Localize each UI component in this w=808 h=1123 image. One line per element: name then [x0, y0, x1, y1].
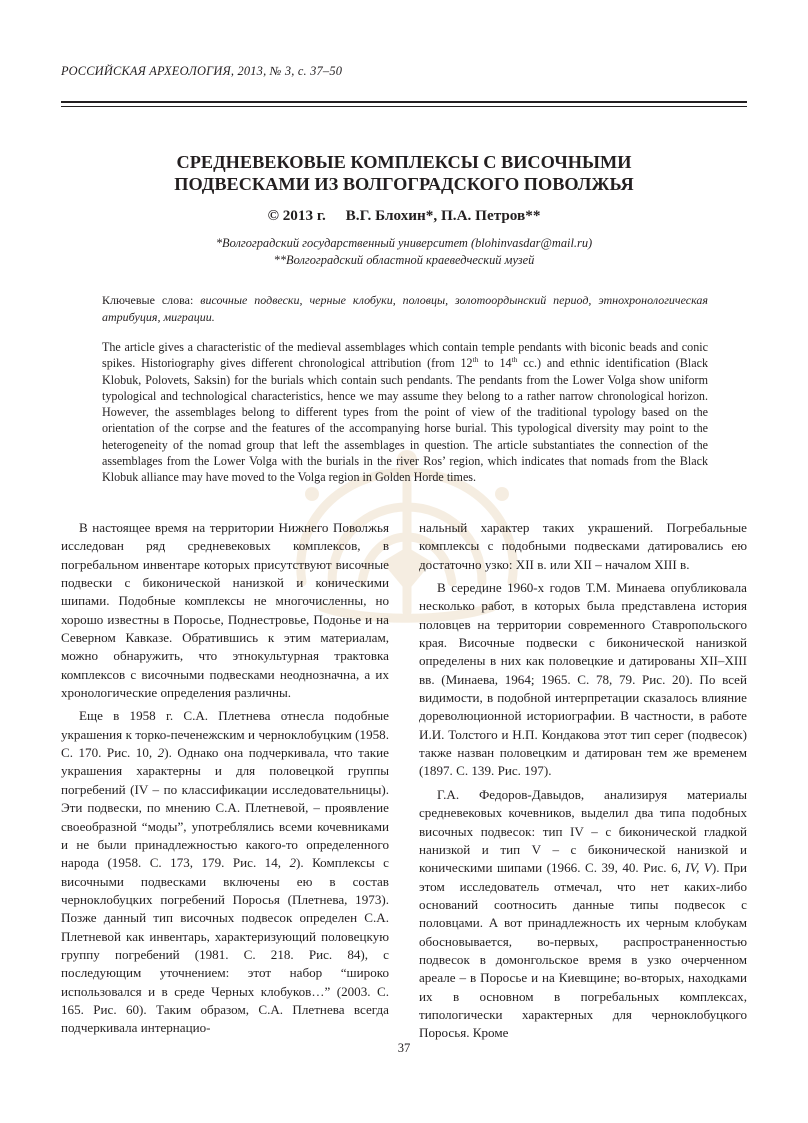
header-rule-thin — [61, 106, 747, 107]
abstract — [102, 339, 708, 486]
paragraph — [419, 786, 747, 1043]
abstract-text-3: cc.) and ethnic identification (Black Klobuk, Polovets, Saksin) for the burials which contain such pendants. The pendants from the Lower Volga show uniform typological and technological characteristics, hence we may assume they belong to a rather narrow chronological horizon. However, the assemblages belong to different types from the point of view of the traditional typology based on the orientation of the corpse and the features of the accompanying horse burial. This typological diversity may point to the heterogeneity of the nomad group that left the assemblages in question. The article substantiates the connection of the assemblages from the Lower Volga with the burials in the river Ros’ region, which indicates that nomads from the Black Klobuk alliance may have moved to the Volga region in Golden Horde times. — [102, 356, 708, 485]
paragraph-continued: нальный характер таких украшений. Погребальные комплексы с подобными подвесками датировались ею достаточно узко: XII в. или XII – началом XIII в. — [419, 520, 747, 572]
page-number: 37 — [397, 1041, 411, 1055]
paragraph-text: Г.А. Федоров-Давыдов, анализируя материалы средневековых кочевников, выделил два типа подобных височных подвесок: тип IV – с биконической гладкой нанизкой и тип V – с биконической нанизкой и коническими шипами (1966. С. 39, 40. Рис. 6, — [419, 786, 747, 876]
abstract-sup-1: th — [472, 355, 479, 365]
italic-figure-ref: IV, V — [685, 860, 712, 876]
abstract-text-1: The article gives a characteristic of the medieval assemblages which contain temple pendants with biconic beads and conic spikes. Historiography gives different chronological attribution (from 12 — [102, 340, 708, 371]
keywords-text: височные подвески, черные клобуки, половцы, золотоордынский период, этнохронологическая атрибуция, миграции. — [102, 293, 708, 324]
paragraph: В настоящее время на территории Нижнего Поволжья исследован ряд средневековых комплексов, в погребальном инвентаре которых присутствуют височные подвески с биконической нанизкой и коническими шипами. Подобные комплексы не многочисленны, но хорошо известны в Поросье, Поднестровье, Подонье и на Северном Кавказе. Обратившись к этим материалам, можно обнаружить, что этнокультурная трактовка комплексов с височными подвесками неоднозначна, а их хронологические определения различны. — [61, 520, 389, 701]
italic-figure-ref: 2 — [289, 855, 297, 871]
paragraph-text: ). Комплексы с височными подвесками включены ею в состав черноклобуцких погребений Поросья (Плетнева, 1973). Позже данный тип височных подвесок определен С.А. Плетневой как инвентарь, характеризующий половецкую группу погребений (1981. С. 218. Рис. 84), с последующим уточнением: этот набор “широко использовался и в среде Черных клобуков…” (2003. С. 165. Рис. 60). Таким образом, С.А. Плетнева всегда подчеркивала интернацио- — [61, 855, 389, 1036]
keywords — [102, 292, 708, 325]
title-line-1: СРЕДНЕВЕКОВЫЕ КОМПЛЕКСЫ С ВИСОЧНЫМИ — [176, 152, 632, 172]
byline — [61, 207, 747, 225]
title-line-2: ПОДВЕСКАМИ ИЗ ВОЛГОГРАДСКОГО ПОВОЛЖЬЯ — [174, 174, 634, 194]
paragraph-text: ). Однако она подчеркивала, что такие украшения характерны и для половецкой группы погребений (IV – по классификации исследовательницы). Эти подвески, по мнению С.А. Плетневой, – проявление своеобразной “моды”, употреблялись всеми кочевниками и не были принадлежностью какого-то определенного народа (1958. С. 173, 179. Рис. 14, — [61, 745, 389, 871]
copyright: © 2013 г. — [267, 207, 326, 224]
paragraph — [61, 707, 389, 1037]
running-head: РОССИЙСКАЯ АРХЕОЛОГИЯ, 2013, № 3, с. 37–50 — [61, 64, 343, 78]
abstract-text-2: to 14 — [478, 356, 512, 371]
affiliations — [61, 235, 747, 269]
paragraph: В середине 1960-х годов Т.М. Минаева опубликовала несколько работ, в которых была представлена история половцев на территории современного Ставропольского края. Височные подвески с биконической нанизкой определены в них как половецкие и датированы XII–XIII вв. (Минаева, 1964; 1965. С. 78, 79. Рис. 20). По всей видимости, в подобной интерпретации сказалось влияние дореволюционной историографии. В частности, в работе И.И. Толстого и Н.П. Кондакова этот тип серег (подвесок) также назван половецким и датирован тем же временем (1897. С. 139. Рис. 197). — [419, 580, 747, 779]
left-column — [61, 519, 389, 1038]
italic-figure-ref: 2 — [157, 745, 165, 761]
authors: В.Г. Блохин*, П.А. Петров** — [345, 207, 541, 224]
header-rule-thick — [61, 101, 747, 103]
abstract-sup-2: th — [511, 355, 518, 365]
paragraph-text: ). При этом исследователь отмечал, что нет каких-либо оснований соотносить данные типы подвесок с половцами. А вот принадлежность их черным клобукам обосновывается, во-первых, распространенностью подвесок в домонгольское время в узко очерченном ареале – в Поросье и на Киевщине; во-вторых, находками их в основном в погребальных комплексах, типологически характерных для черноклобуцкого Поросья. Кроме — [419, 860, 748, 1041]
keywords-label: Ключевые слова: — [102, 293, 194, 307]
article-title — [61, 151, 747, 195]
affiliation-1: *Волгоградский государственный университет (blohinvasdar@mail.ru) — [215, 236, 593, 250]
right-column — [419, 519, 747, 1043]
paragraph-text: Еще в 1958 г. С.А. Плетнева отнесла подобные украшения к торко-печенежским и черноклобуцким (1958. С. 170. Рис. 10, — [61, 708, 389, 761]
affiliation-2: **Волгоградский областной краеведческий музей — [273, 253, 535, 267]
